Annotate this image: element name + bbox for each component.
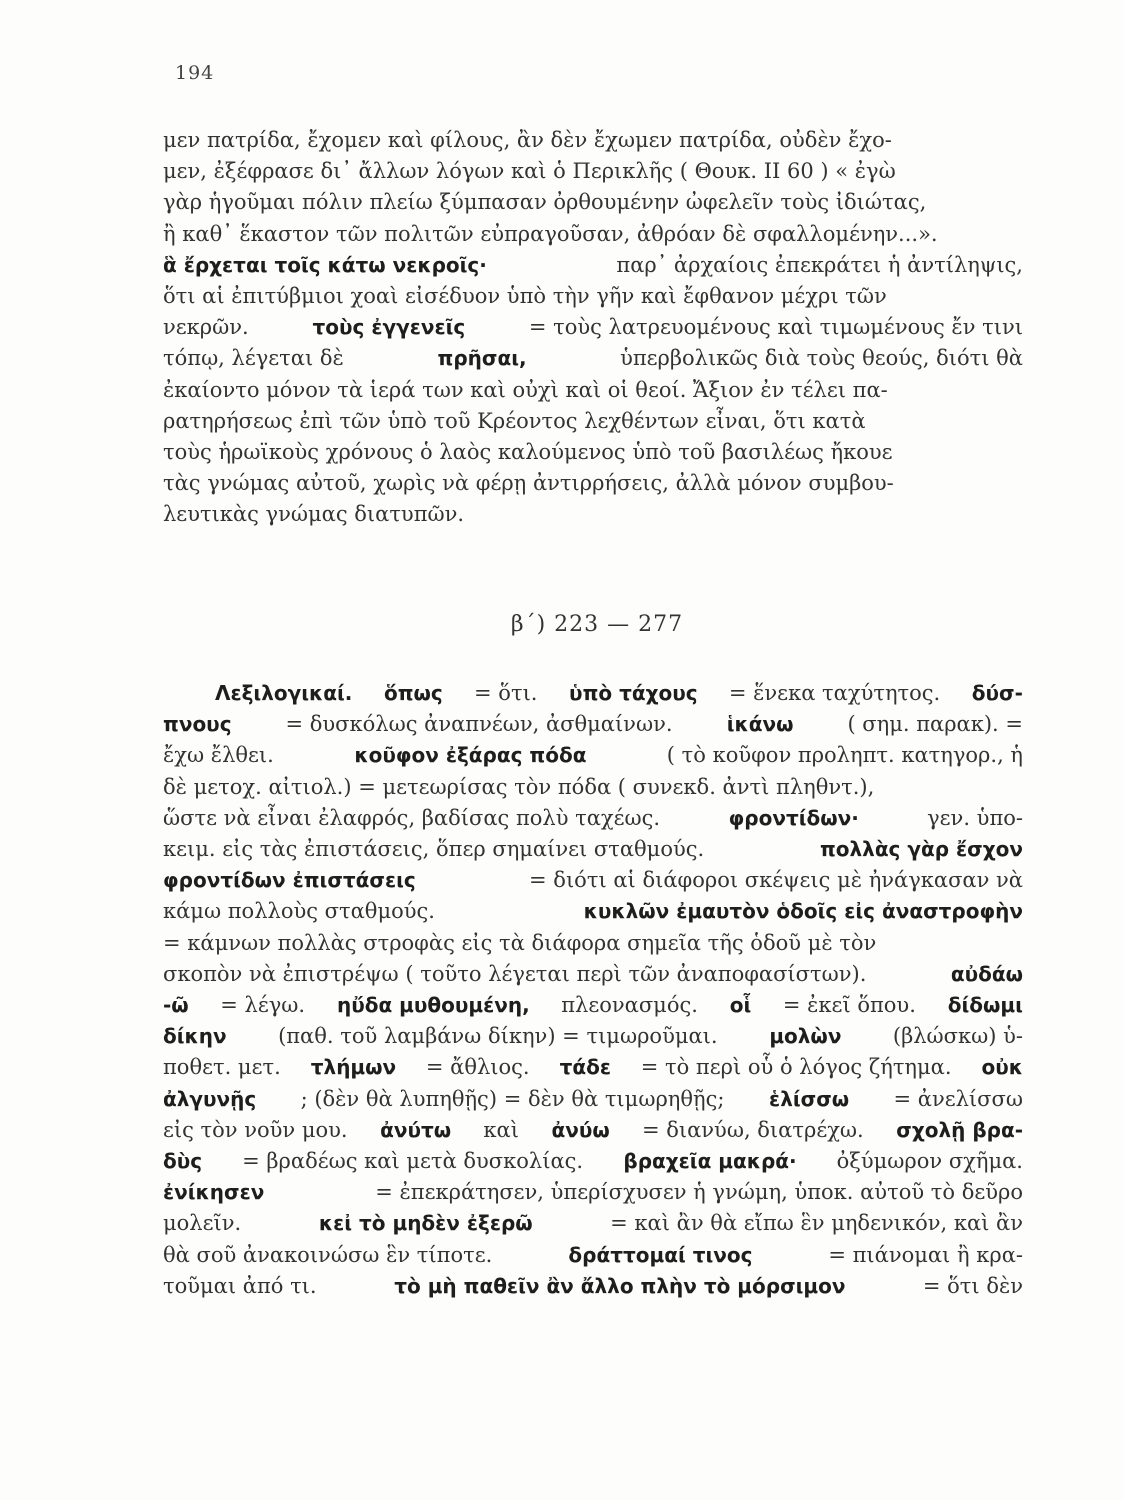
text-line (163, 437, 1023, 468)
text-run: = ἐπεκράτησεν, ὑπερίσχυσεν ἡ γνώμη, ὑποκ. αὐτοῦ τὸ δεῦρο (368, 1180, 1023, 1205)
lemma-term: ἀνύτω (373, 1117, 452, 1142)
text-line (163, 678, 1023, 709)
text-run: ὀξύμωρον σχῆμα. (829, 1149, 1023, 1174)
lemma-term: τάδε (552, 1055, 611, 1080)
text-line (163, 740, 1023, 771)
text-run: ρατηρήσεως ἐπὶ τῶν ὑπὸ τοῦ Κρέοντος λεχθέντων εἶναι, ὅτι κατὰ (163, 408, 866, 433)
lemma-term: -ῶ (163, 993, 189, 1018)
text-run: = τοὺς λατρευομένους καὶ τιμωμένους ἔν τινι (522, 315, 1023, 340)
text-run: ὥστε νὰ εἶναι ἐλαφρός, βαδίσας πολὺ ταχέως. (163, 805, 661, 830)
text-line (163, 1271, 1023, 1302)
lemma-term: ἑλίσσω (762, 1086, 850, 1111)
lemma-term: βραχεῖα μακρά· (616, 1149, 797, 1174)
page-number: 194 (175, 62, 215, 84)
text-run: καὶ (476, 1117, 519, 1142)
lemma-term: Λεξιλογικαί. (215, 681, 353, 705)
section-heading-wrapper (0, 612, 1124, 637)
lemma-term: κεἰ τὸ μηδὲν ἐξερῶ (311, 1211, 533, 1236)
text-run: λευτικὰς γνώμας διατυπῶν. (163, 502, 465, 527)
text-run: = βραδέως καὶ μετὰ δυσκολίας. (235, 1149, 584, 1174)
text-line (163, 468, 1023, 499)
text-line (163, 709, 1023, 740)
lemma-term: σχολῇ βρα- (889, 1117, 1023, 1142)
text-run: ποθετ. μετ. (163, 1055, 281, 1080)
text-run: σκοπὸν νὰ ἐπιστρέψω ( τοῦτο λέγεται περὶ τῶν ἀναποφασίστων). (163, 961, 867, 986)
text-line (163, 406, 1023, 437)
lemma-term: ἐνίκησεν (163, 1180, 265, 1205)
text-line (163, 219, 1023, 250)
text-run: τοῦμαι ἀπό τι. (163, 1273, 317, 1298)
text-line (163, 1052, 1023, 1083)
text-line (163, 312, 1023, 343)
text-run: παρ᾽ ἀρχαίοις ἐπεκράτει ἡ ἀντίληψις, (609, 252, 1023, 277)
lemma-term: φροντίδων ἐπιστάσεις (163, 868, 416, 893)
text-line (163, 250, 1023, 281)
text-line (163, 125, 1023, 156)
text-line (163, 896, 1023, 927)
lemma-term: φροντίδων· (721, 805, 859, 830)
lemma-term: δράττομαί τινος (561, 1242, 753, 1267)
text-run: κειμ. εἰς τὰς ἐπιστάσεις, ὅπερ σημαίνει σταθμούς. (163, 837, 705, 862)
text-run: ( τὸ κοῦφον προληπτ. κατηγορ., ἡ (660, 743, 1023, 768)
lemma-term: ἀνύω (544, 1117, 610, 1142)
text-line (163, 343, 1023, 374)
text-run: ἔχω ἔλθει. (163, 743, 274, 768)
text-line (163, 499, 1023, 530)
text-line (163, 1115, 1023, 1146)
text-run: τὰς γνώμας αὐτοῦ, χωρὶς νὰ φέρῃ ἀντιρρήσεις, ἀλλὰ μόνον συμβου- (163, 471, 894, 496)
text-line (163, 281, 1023, 312)
text-run: τόπῳ, λέγεται δὲ (163, 346, 344, 371)
text-line (163, 865, 1023, 896)
lemma-term: ὑπὸ τάχους (562, 681, 698, 705)
text-line (163, 990, 1023, 1021)
text-run: = δυσκόλως ἀναπνέων, ἀσθμαίνων. (278, 712, 673, 737)
lemma-term: δίκην (163, 1024, 227, 1049)
lemma-term: πνους (163, 712, 232, 737)
text-run: εἰς τὸν νοῦν μου. (163, 1117, 348, 1142)
text-run: = ὅτι δὲν (916, 1273, 1023, 1298)
lemma-term: τὸ μὴ παθεῖν ἂν ἄλλο πλὴν τὸ μόρσιμον (387, 1273, 846, 1298)
text-run: τοὺς ἡρωϊκοὺς χρόνους ὁ λαὸς καλούμενος ὑπὸ τοῦ βασιλέως ἤκουε (163, 440, 893, 465)
text-run: = ἐκεῖ ὅπου. (776, 993, 916, 1018)
lemma-term: ἱκάνω (719, 712, 794, 737)
text-run: (βλώσκω) ὑ- (886, 1024, 1023, 1049)
text-run: ἐκαίοντο μόνον τὰ ἱερά των καὶ οὐχὶ καὶ οἱ θεοί. Ἄξιον ἐν τέλει πα- (163, 377, 888, 402)
text-run: = καὶ ἂν θὰ εἴπω ἓν μηδενικόν, καὶ ἂν (603, 1211, 1023, 1236)
text-run: ; (δὲν θὰ λυπηθῇς) = δὲν θὰ τιμωρηθῇς; (293, 1086, 725, 1111)
lemma-term: κοῦφον ἐξάρας πόδα (347, 743, 587, 768)
lemma-term: τλήμων (303, 1055, 397, 1080)
text-run: ( σημ. παρακ). = (840, 712, 1023, 737)
lemma-term: οἷ (722, 993, 752, 1018)
text-run: πλεονασμός. (554, 993, 698, 1018)
text-run: = τὸ περὶ οὗ ὁ λόγος ζήτημα. (634, 1055, 952, 1080)
text-run: = διότι αἱ διάφοροι σκέψεις μὲ ἠνάγκασαν νὰ (522, 868, 1023, 893)
text-run: δὲ μετοχ. αἰτιολ.) = μετεωρίσας τὸν πόδα ( συνεκδ. ἀντὶ πληθντ.), (163, 774, 875, 799)
text-run: μολεῖν. (163, 1211, 242, 1236)
paragraph-top (163, 125, 1023, 531)
text-run: ὑπερβολικῶς διὰ τοὺς θεούς, διότι θὰ (613, 346, 1023, 371)
text-run: = λέγω. (213, 993, 306, 1018)
text-line (163, 1240, 1023, 1271)
lemma-term: δίδωμι (940, 993, 1023, 1018)
text-line (163, 1208, 1023, 1239)
text-line (163, 772, 1023, 803)
text-line (163, 1177, 1023, 1208)
text-run: = κάμνων πολλὰς στροφὰς εἰς τὰ διάφορα σημεῖα τῆς ὁδοῦ μὲ τὸν (163, 930, 877, 955)
text-run: κάμω πολλοὺς σταθμούς. (163, 899, 435, 924)
lemma-term: ηὔδα μυθουμένη, (330, 993, 530, 1018)
lemma-term: ἀλγυνῇς (163, 1086, 257, 1111)
text-run: = ἕνεκα ταχύτητος. (722, 681, 941, 705)
text-line (163, 834, 1023, 865)
text-line (163, 1021, 1023, 1052)
text-run: (παθ. τοῦ λαμβάνω δίκην) = τιμωροῦμαι. (271, 1024, 718, 1049)
paragraph-vocabulary (163, 678, 1023, 1302)
text-run: νεκρῶν. (163, 315, 249, 340)
text-run: γὰρ ἡγοῦμαι πόλιν πλείω ξύμπασαν ὀρθουμένην ὠφελεῖν τοὺς ἰδιώτας, (163, 190, 927, 215)
text-line (163, 959, 1023, 990)
text-run: = ὅτι. (467, 681, 538, 705)
text-line (163, 187, 1023, 218)
text-run: = διανύω, διατρέχω. (635, 1117, 864, 1142)
lemma-term: πρῆσαι, (430, 346, 527, 371)
text-line (163, 156, 1023, 187)
lemma-term: ἃ ἔρχεται τοῖς κάτω νεκροῖς· (163, 252, 487, 277)
text-run: μεν πατρίδα, ἔχομεν καὶ φίλους, ἂν δὲν ἔχωμεν πατρίδα, οὐδὲν ἔχο- (163, 128, 892, 152)
lemma-term: τοὺς ἐγγενεῖς (305, 315, 466, 340)
lemma-term: δὺς (163, 1149, 203, 1174)
lemma-term: κυκλῶν ἐμαυτὸν ὁδοῖς εἰς ἀναστροφὴν (576, 899, 1023, 924)
lemma-term: ὅπως (376, 681, 443, 705)
lemma-term: δύσ- (964, 681, 1023, 705)
text-line (163, 803, 1023, 834)
text-run: μεν, ἐξέφρασε δι᾽ ἄλλων λόγων καὶ ὁ Περικλῆς ( Θουκ. II 60 ) « ἐγὼ (163, 159, 896, 184)
text-run: = ἄθλιος. (419, 1055, 530, 1080)
text-run: θὰ σοῦ ἀνακοινώσω ἓν τίποτε. (163, 1242, 493, 1267)
text-run: = ἀνελίσσω (886, 1086, 1023, 1111)
text-line (163, 928, 1023, 959)
text-line (163, 1084, 1023, 1115)
text-line (163, 1146, 1023, 1177)
lemma-term: αὐδάω (943, 961, 1023, 986)
lemma-term: πολλὰς γὰρ ἔσχον (812, 837, 1023, 862)
lemma-term: μολὼν (762, 1024, 842, 1049)
section-heading: β΄) 223 — 277 (510, 612, 684, 637)
text-run: ἢ καθ᾽ ἕκαστον τῶν πολιτῶν εὐπραγοῦσαν, ἀθρόαν δὲ σφαλλομένην...». (163, 221, 938, 246)
text-line (163, 375, 1023, 406)
text-run: ὅτι αἱ ἐπιτύβμιοι χοαὶ εἰσέδυον ὑπὸ τὴν γῆν καὶ ἔφθανον μέχρι τῶν (163, 284, 887, 309)
text-run: γεν. ὑπο- (920, 805, 1023, 830)
text-run: = πιάνομαι ἢ κρα- (821, 1242, 1023, 1267)
lemma-term: οὐκ (974, 1055, 1023, 1080)
